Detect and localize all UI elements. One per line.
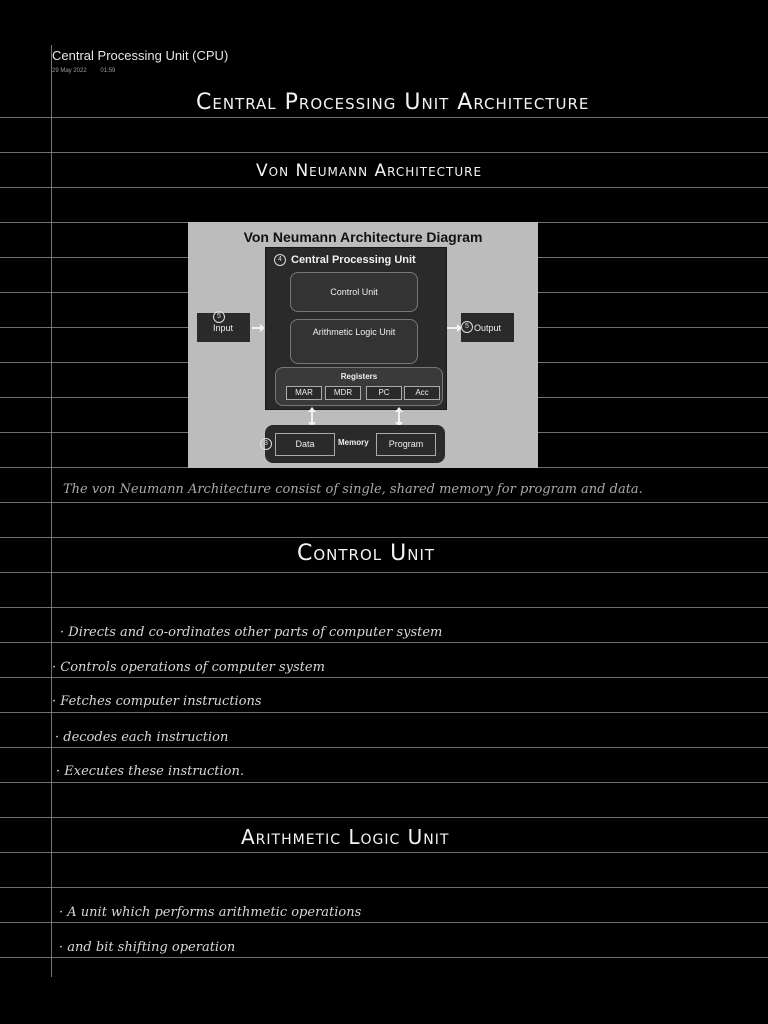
- note-meta: [52, 68, 127, 74]
- alu-heading: Arithmetic Logic Unit: [241, 825, 450, 849]
- control-unit-point: · Fetches computer instructions: [52, 694, 262, 709]
- alu-box: [290, 319, 418, 364]
- memory-program: Program: [376, 433, 436, 456]
- cpu-label: Central Processing Unit: [291, 254, 416, 266]
- register-pc: PC: [366, 386, 402, 400]
- note-date: 29 May 2022: [52, 68, 87, 74]
- output-box: [461, 313, 514, 342]
- von-neumann-description: The von Neumann Architecture consist of single, shared memory for program and data.: [63, 482, 643, 497]
- registers-label: Registers: [340, 372, 378, 381]
- memory-number-badge: 3: [260, 438, 272, 450]
- register-mar: MAR: [286, 386, 322, 400]
- margin-line: [51, 45, 52, 977]
- cpu-box: [265, 247, 447, 410]
- control-unit-point: · decodes each instruction: [55, 730, 229, 745]
- ruled-line: [0, 642, 768, 643]
- ruled-line: [0, 152, 768, 153]
- ruled-line: [0, 677, 768, 678]
- alu-point: · and bit shifting operation: [59, 940, 236, 955]
- ruled-line: [0, 887, 768, 888]
- ruled-line: [0, 537, 768, 538]
- input-box: [197, 313, 250, 342]
- ruled-line: [0, 922, 768, 923]
- main-heading: Central Processing Unit Architecture: [196, 90, 590, 115]
- memory-data: Data: [275, 433, 335, 456]
- control-unit-point: · Directs and co-ordinates other parts of computer system: [60, 625, 443, 640]
- control-unit-point: · Executes these instruction.: [56, 764, 244, 779]
- memory-box: [265, 425, 445, 463]
- ruled-line: [0, 712, 768, 713]
- von-neumann-heading: Von Neumann Architecture: [256, 161, 483, 181]
- ruled-line: [0, 187, 768, 188]
- control-unit-heading: Control Unit: [297, 541, 436, 566]
- control-unit-point: · Controls operations of computer system: [52, 660, 325, 675]
- ruled-line: [0, 747, 768, 748]
- input-number-badge: 5: [213, 311, 225, 323]
- cpu-number-badge: 4: [274, 254, 286, 266]
- ruled-line: [0, 957, 768, 958]
- control-unit-box: Control Unit: [290, 272, 418, 312]
- diagram-title: Von Neumann Architecture Diagram: [243, 229, 483, 245]
- ruled-line: [0, 817, 768, 818]
- memory-arrow-left: [311, 411, 313, 423]
- ruled-line: [0, 607, 768, 608]
- memory-label: Memory: [338, 438, 369, 447]
- alu-point: · A unit which performs arithmetic operations: [59, 905, 362, 920]
- ruled-line: [0, 117, 768, 118]
- output-arrow: [447, 327, 458, 329]
- register-mdr: MDR: [325, 386, 361, 400]
- memory-arrow-right: [398, 411, 400, 423]
- ruled-line: [0, 782, 768, 783]
- von-neumann-diagram: [188, 222, 538, 468]
- ruled-line: [0, 502, 768, 503]
- note-time: 01:59: [100, 68, 116, 74]
- input-label: Input: [213, 323, 234, 333]
- registers-box: [275, 367, 443, 406]
- alu-label: Arithmetic Logic Unit: [312, 327, 396, 337]
- input-arrow: [252, 327, 261, 329]
- register-acc: Acc: [404, 386, 440, 400]
- output-label: Output: [474, 323, 502, 333]
- ruled-line: [0, 572, 768, 573]
- ruled-line: [0, 852, 768, 853]
- note-title[interactable]: Central Processing Unit (CPU): [52, 48, 229, 63]
- output-number-badge: 5: [461, 321, 473, 333]
